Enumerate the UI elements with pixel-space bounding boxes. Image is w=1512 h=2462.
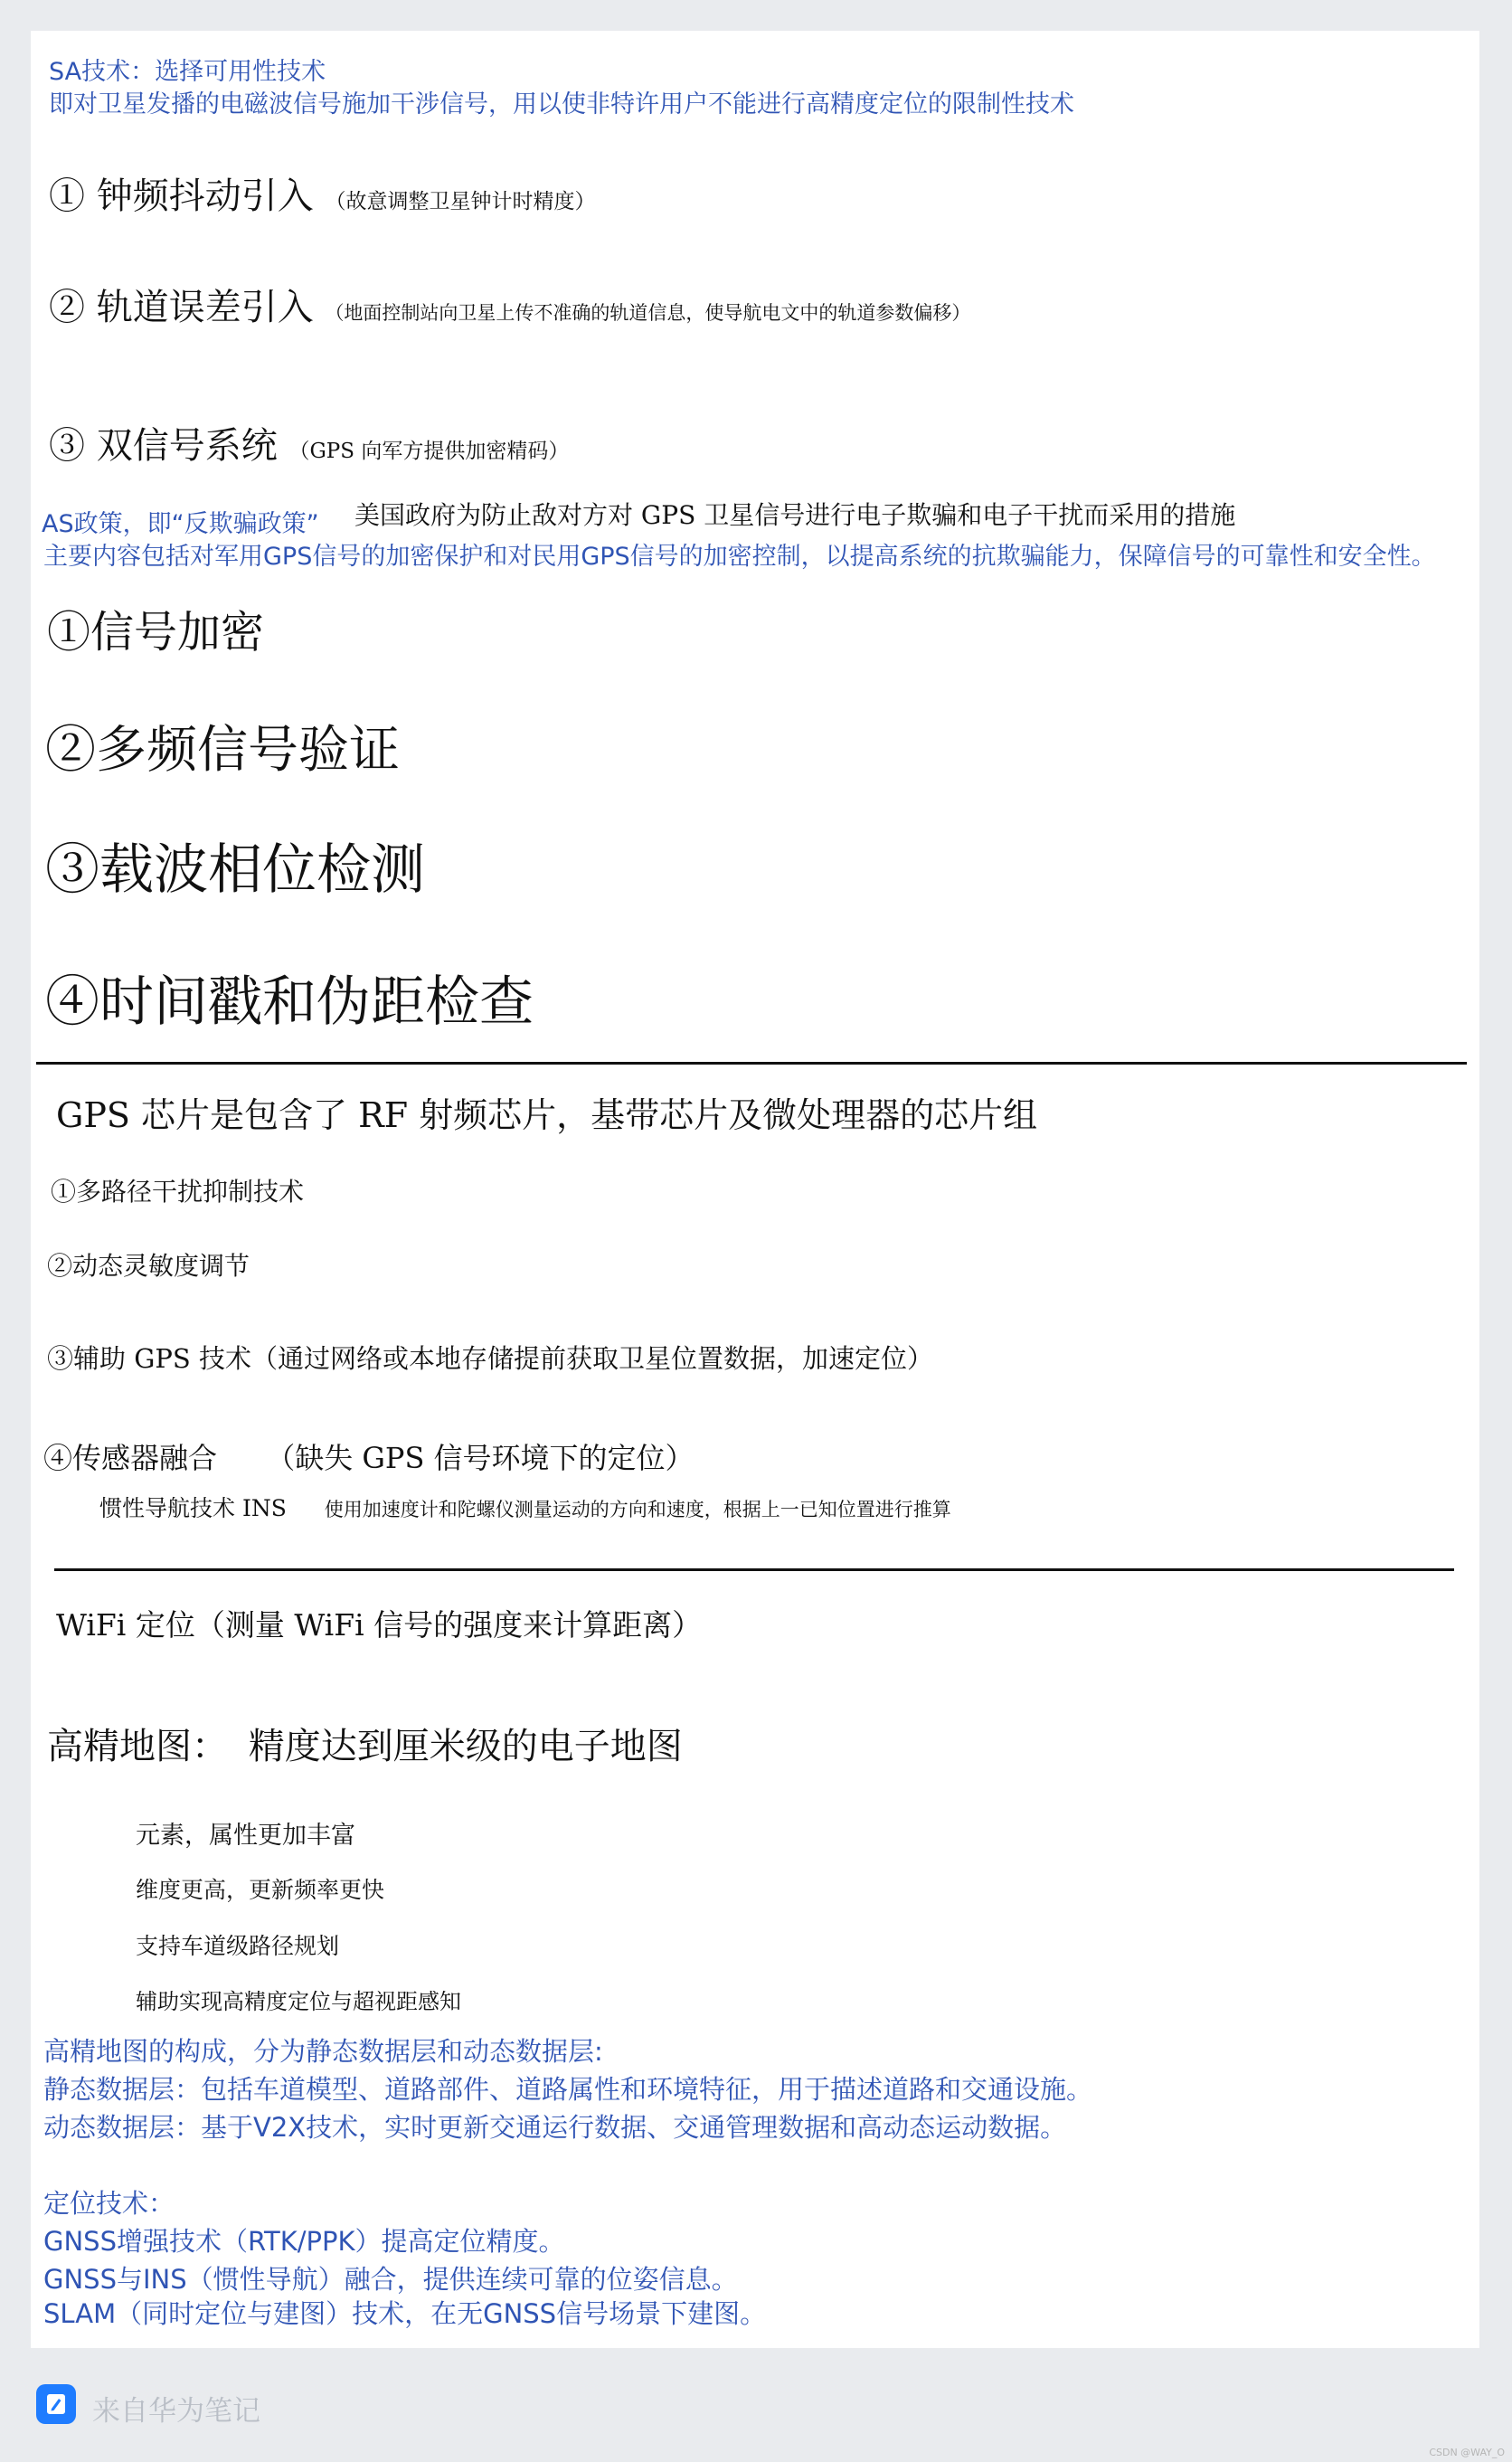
sa-item-3 <box>49 425 569 467</box>
hdmap-composition-1: 高精地图的构成，分为静态数据层和动态数据层: <box>43 2036 603 2067</box>
chip-item-2: ②动态灵敏度调节 <box>47 1251 250 1281</box>
as-item-1: ①信号加密 <box>47 607 265 658</box>
divider-2 <box>54 1568 1454 1571</box>
footer-source-text: 来自华为笔记 <box>92 2395 260 2428</box>
ins-note: 使用加速度计和陀螺仪测量运动的方向和速度，根据上一已知位置进行推算 <box>324 1499 951 1520</box>
hdmap-composition-3: 动态数据层：基于V2X技术，实时更新交通运行数据、交通管理数据和高动态运动数据。 <box>43 2112 1067 2143</box>
hdmap-title-line <box>47 1726 683 1767</box>
sa-item-2-note: （地面控制站向卫星上传不准确的轨道信息，使导航电文中的轨道参数偏移） <box>325 302 971 324</box>
huawei-notes-icon[interactable] <box>36 2384 76 2424</box>
as-item-4: ④时间戳和伪距检查 <box>45 971 534 1034</box>
note-pen-icon <box>43 2391 69 2417</box>
sa-item-3-label: ③ 双信号系统 <box>49 425 278 467</box>
sa-item-1-note: （故意调整卫星钟计时精度） <box>325 190 596 213</box>
hdmap-composition-2: 静态数据层：包括车道模型、道路部件、道路属性和环境特征，用于描述道路和交通设施。 <box>43 2074 1093 2105</box>
chip-item-3: ③辅助 GPS 技术（通过网络或本地存储提前获取卫星位置数据，加速定位） <box>47 1343 933 1374</box>
watermark: CSDN @WAY_O <box>1429 2447 1505 2458</box>
hdmap-title: 高精地图： <box>47 1726 228 1767</box>
hdmap-feature-4: 辅助实现高精度定位与超视距感知 <box>136 1989 461 2014</box>
sa-item-1 <box>49 175 595 217</box>
note-page <box>31 31 1479 2348</box>
sa-item-2-label: ② 轨道误差引入 <box>49 287 314 328</box>
hdmap-feature-1: 元素，属性更加丰富 <box>136 1822 355 1850</box>
sa-item-3-note: （GPS 向军方提供加密精码） <box>288 440 570 463</box>
as-description: 主要内容包括对军用GPS信号的加密保护和对民用GPS信号的加密控制，以提高系统的抗欺骗能力，保障信号的可靠性和安全性。 <box>43 543 1436 571</box>
as-note: 美国政府为防止敌对方对 GPS 卫星信号进行电子欺骗和电子干扰而采用的措施 <box>354 500 1236 530</box>
as-item-3: ③载波相位检测 <box>45 838 425 902</box>
positioning-title: 定位技术： <box>43 2188 175 2219</box>
ins-line <box>99 1496 951 1522</box>
positioning-item-2: GNSS与INS（惯性导航）融合，提供连续可靠的位姿信息。 <box>43 2264 738 2295</box>
divider-1 <box>36 1062 1467 1065</box>
chip-item-4-label: ④传感器融合 <box>43 1441 218 1475</box>
hdmap-feature-2: 维度更高，更新频率更快 <box>136 1877 385 1903</box>
as-title: AS政策，即“反欺骗政策” <box>42 510 319 538</box>
hdmap-title-note: 精度达到厘米级的电子地图 <box>248 1726 683 1767</box>
chip-title: GPS 芯片是包含了 RF 射频芯片，基带芯片及微处理器的芯片组 <box>56 1095 1038 1135</box>
sa-title: SA技术：选择可用性技术 <box>49 58 326 86</box>
wifi-positioning: WiFi 定位（测量 WiFi 信号的强度来计算距离） <box>56 1607 703 1643</box>
hdmap-feature-3: 支持车道级路径规划 <box>136 1933 340 1959</box>
chip-item-1: ①多路径干扰抑制技术 <box>51 1177 305 1207</box>
sa-description: 即对卫星发播的电磁波信号施加干涉信号，用以使非特许用户不能进行高精度定位的限制性技术 <box>49 90 1074 118</box>
ins-label: 惯性导航技术 INS <box>99 1495 287 1521</box>
chip-item-4 <box>43 1442 695 1475</box>
positioning-item-1: GNSS增强技术（RTK/PPK）提高定位精度。 <box>43 2226 565 2257</box>
as-item-2: ②多频信号验证 <box>45 721 400 780</box>
positioning-item-3: SLAM（同时定位与建图）技术，在无GNSS信号场景下建图。 <box>43 2298 767 2329</box>
chip-item-4-note: （缺失 GPS 信号环境下的定位） <box>266 1441 695 1475</box>
sa-item-2 <box>49 287 970 328</box>
sa-item-1-label: ① 钟频抖动引入 <box>49 175 314 217</box>
